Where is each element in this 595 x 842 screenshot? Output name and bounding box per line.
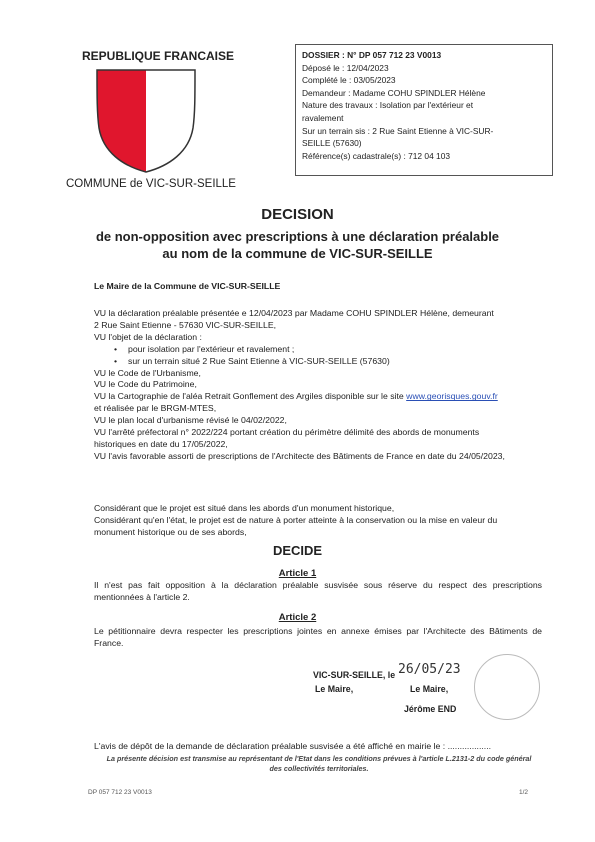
signature-date: 26/05/23 bbox=[398, 662, 461, 677]
subtitle-line-2: au nom de la commune de VIC-SUR-SEILLE bbox=[162, 246, 433, 261]
decision-subtitle bbox=[0, 228, 595, 262]
demandeur: Demandeur : Madame COHU SPINDLER Hélène bbox=[302, 87, 486, 98]
complete-date: Complété le : 03/05/2023 bbox=[302, 75, 396, 86]
bullet-icon: • bbox=[114, 355, 118, 366]
considerant-2: Considérant qu'en l'état, le projet est de nature à porter atteinte à la conservation ou la mise en valeur du bbox=[94, 514, 498, 525]
nature-travaux-cont: ravalement bbox=[302, 112, 344, 123]
vu-plu: VU le plan local d'urbanisme révisé le 04/02/2022, bbox=[94, 415, 287, 426]
terrain: Sur un terrain sis : 2 Rue Saint Etienne à VIC-SUR- bbox=[302, 125, 494, 136]
nature-travaux: Nature des travaux : Isolation par l'extérieur et bbox=[302, 100, 474, 111]
transmission-line-2: des collectivités territoriales. bbox=[269, 764, 369, 773]
subtitle-line-1: de non-opposition avec prescriptions à une déclaration préalable bbox=[95, 229, 500, 244]
vu-declaration: VU la déclaration préalable présentée e 12/04/2023 par Madame COHU SPINDLER Hélène, demeurant bbox=[94, 308, 494, 318]
article-2-text: Le pétitionnaire devra respecter les prescriptions jointes en annexe émises par l'Architecte des Bâtiments de France. bbox=[94, 626, 542, 648]
vu-cartographie: VU la Cartographie de l'aléa Retrait Gonflement des Argiles disponible sur le site www.georisques.gouv.fr bbox=[94, 391, 498, 402]
official-stamp bbox=[474, 654, 540, 720]
bullet-icon: • bbox=[114, 343, 118, 354]
vu-arrete-cont: historiques en date du 17/05/2022, bbox=[94, 438, 228, 449]
maire-heading: Le Maire de la Commune de VIC-SUR-SEILLE bbox=[94, 281, 281, 291]
commune-name: COMMUNE de VIC-SUR-SEILLE bbox=[66, 178, 236, 190]
visas-block bbox=[94, 308, 542, 463]
page-number: 1/2 bbox=[519, 789, 529, 796]
article-2-title: Article 2 bbox=[278, 612, 317, 623]
commune-coat-of-arms bbox=[93, 66, 199, 178]
depose-date: Déposé le : 12/04/2023 bbox=[302, 62, 389, 73]
bullet-isolation: • pour isolation par l'extérieur et ravalement ; bbox=[114, 343, 295, 354]
considerant-1: Considérant que le projet est situé dans les abords d'un monument historique, bbox=[94, 503, 395, 513]
article-1-text: Il n'est pas fait opposition à la déclaration préalable susvisée sous réserve du respect des prescriptions mentionnées à l'article 2. bbox=[94, 580, 542, 602]
transmission-line-1: La présente décision est transmise au représentant de l'Etat dans les conditions prévues à l'article L.2131-2 du code général bbox=[106, 754, 532, 763]
bullet-terrain: • sur un terrain situé 2 Rue Saint Etienne à VIC-SUR-SEILLE (57630) bbox=[114, 355, 390, 366]
vu-code-urbanisme: VU le Code de l'Urbanisme, bbox=[94, 367, 201, 378]
terrain-cont: SEILLE (57630) bbox=[302, 138, 362, 149]
considerant-2-cont: monument historique ou de ses abords, bbox=[94, 526, 247, 537]
mayor-name: Jérôme END bbox=[404, 704, 457, 714]
dossier-info-box bbox=[295, 44, 553, 176]
references-cadastrales: Référence(s) cadastrale(s) : 712 04 103 bbox=[302, 150, 451, 161]
vu-declaration-cont: 2 Rue Saint Etienne - 57630 VIC-SUR-SEILLE, bbox=[94, 319, 277, 330]
dossier-number: DOSSIER : N° DP 057 712 23 V0013 bbox=[302, 50, 442, 60]
vu-code-patrimoine: VU le Code du Patrimoine, bbox=[94, 379, 197, 390]
decision-title: DECISION bbox=[261, 206, 334, 223]
le-maire-label: Le Maire, bbox=[315, 684, 354, 694]
vu-avis-abf: VU l'avis favorable assorti de prescriptions de l'Architecte des Bâtiments de France en date du 24/05/2023, bbox=[94, 450, 505, 461]
footer-reference: DP 057 712 23 V0013 bbox=[88, 789, 152, 796]
georisques-link[interactable]: www.georisques.gouv.fr bbox=[406, 391, 498, 402]
article-1-title: Article 1 bbox=[278, 568, 317, 579]
le-maire-signature-label: Le Maire, bbox=[410, 684, 449, 694]
republique-francaise-heading: REPUBLIQUE FRANCAISE bbox=[82, 49, 235, 63]
vu-objet: VU l'objet de la déclaration : bbox=[94, 331, 202, 342]
decide-heading: DECIDE bbox=[272, 543, 323, 558]
transmission-notice bbox=[94, 754, 544, 774]
vu-cartographie-cont: et réalisée par le BRGM-MTES, bbox=[94, 403, 217, 414]
affichage-notice: L'avis de dépôt de la demande de déclaration préalable susvisée a été affiché en mairie le : .................. bbox=[94, 741, 492, 751]
considerants-block bbox=[94, 503, 542, 539]
signature-place: VIC-SUR-SEILLE, le bbox=[313, 670, 396, 680]
vu-arrete: VU l'arrêté préfectoral n° 2022/224 portant création du périmètre délimité des abords de monuments bbox=[94, 427, 480, 438]
